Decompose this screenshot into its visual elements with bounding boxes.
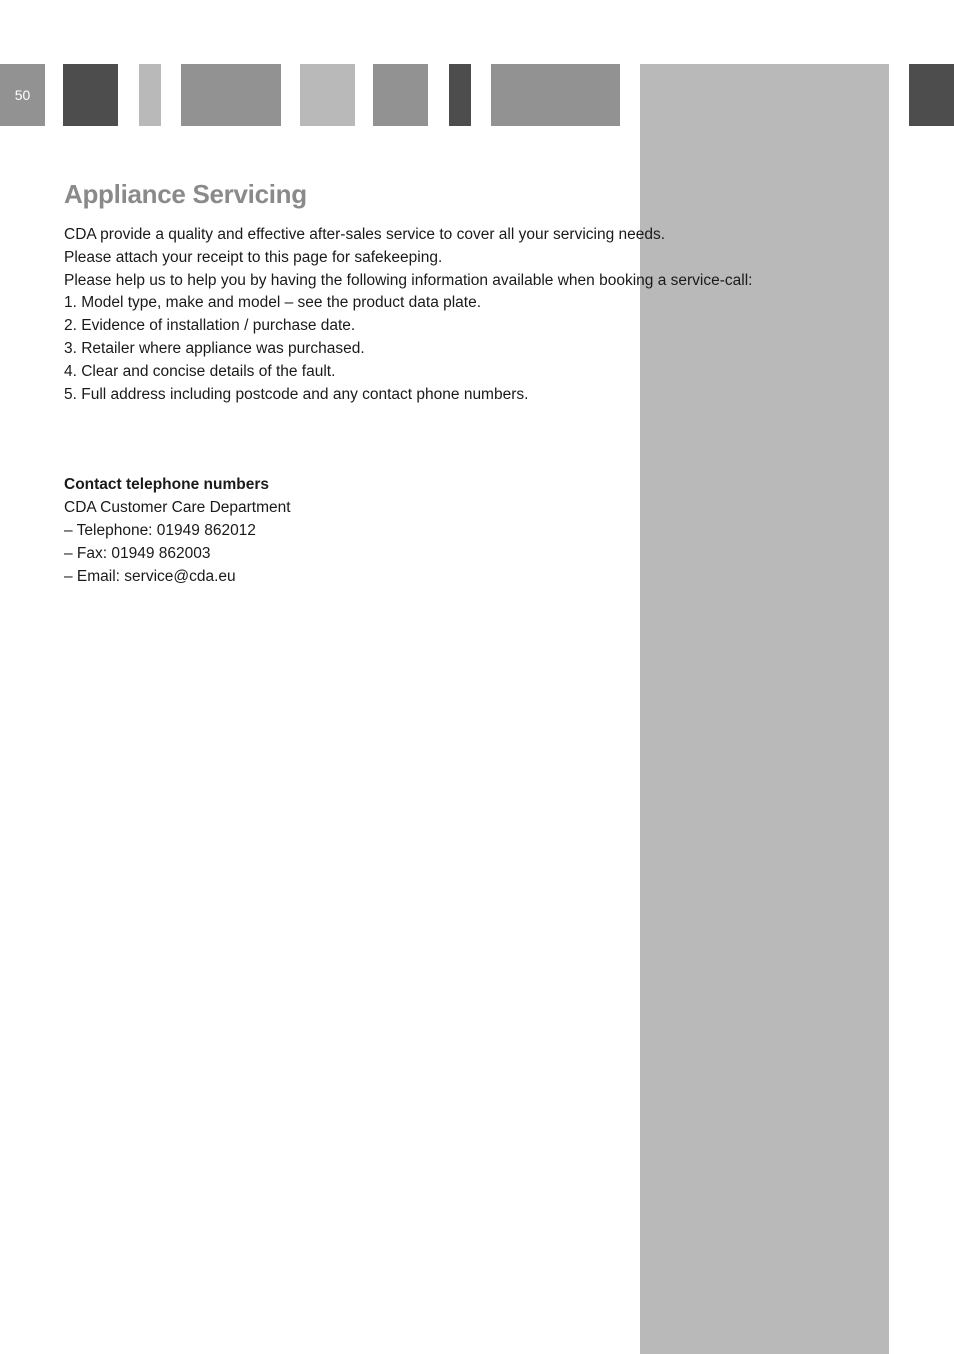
contact-section [64,474,824,588]
page-title: Appliance Servicing [64,179,307,209]
page-number: 50 [0,64,45,126]
list-item: 3. Retailer where appliance was purchased. [64,339,365,357]
header-block-8 [909,64,954,126]
contact-email: – Email: service@cda.eu [64,567,236,585]
contact-heading: Contact telephone numbers [64,476,269,494]
contact-fax: – Fax: 01949 862003 [64,544,211,562]
intro-text [64,224,824,292]
intro-line: CDA provide a quality and effective after-sales service to cover all your servicing needs. [64,226,666,243]
header-block-2 [139,64,161,126]
header-block-5 [373,64,428,126]
header-block-4 [300,64,355,126]
list-item: 4. Clear and concise details of the fault. [64,362,336,380]
contact-telephone: – Telephone: 01949 862012 [64,521,256,539]
main-content [64,176,824,588]
list-item: 2. Evidence of installation / purchase date. [64,317,356,335]
header-block-6 [449,64,471,126]
intro-line: Please help us to help you by having the following information available when booking a service-call: [64,271,753,289]
header-block-3 [181,64,281,126]
header-block-7 [491,64,620,126]
header-block-1 [63,64,118,126]
requirements-list [64,292,824,406]
intro-line: Please attach your receipt to this page for safekeeping. [64,248,443,266]
list-item: 1. Model type, make and model – see the product data plate. [64,294,482,312]
list-item: 5. Full address including postcode and any contact phone numbers. [64,385,529,403]
contact-department: CDA Customer Care Department [64,499,291,517]
